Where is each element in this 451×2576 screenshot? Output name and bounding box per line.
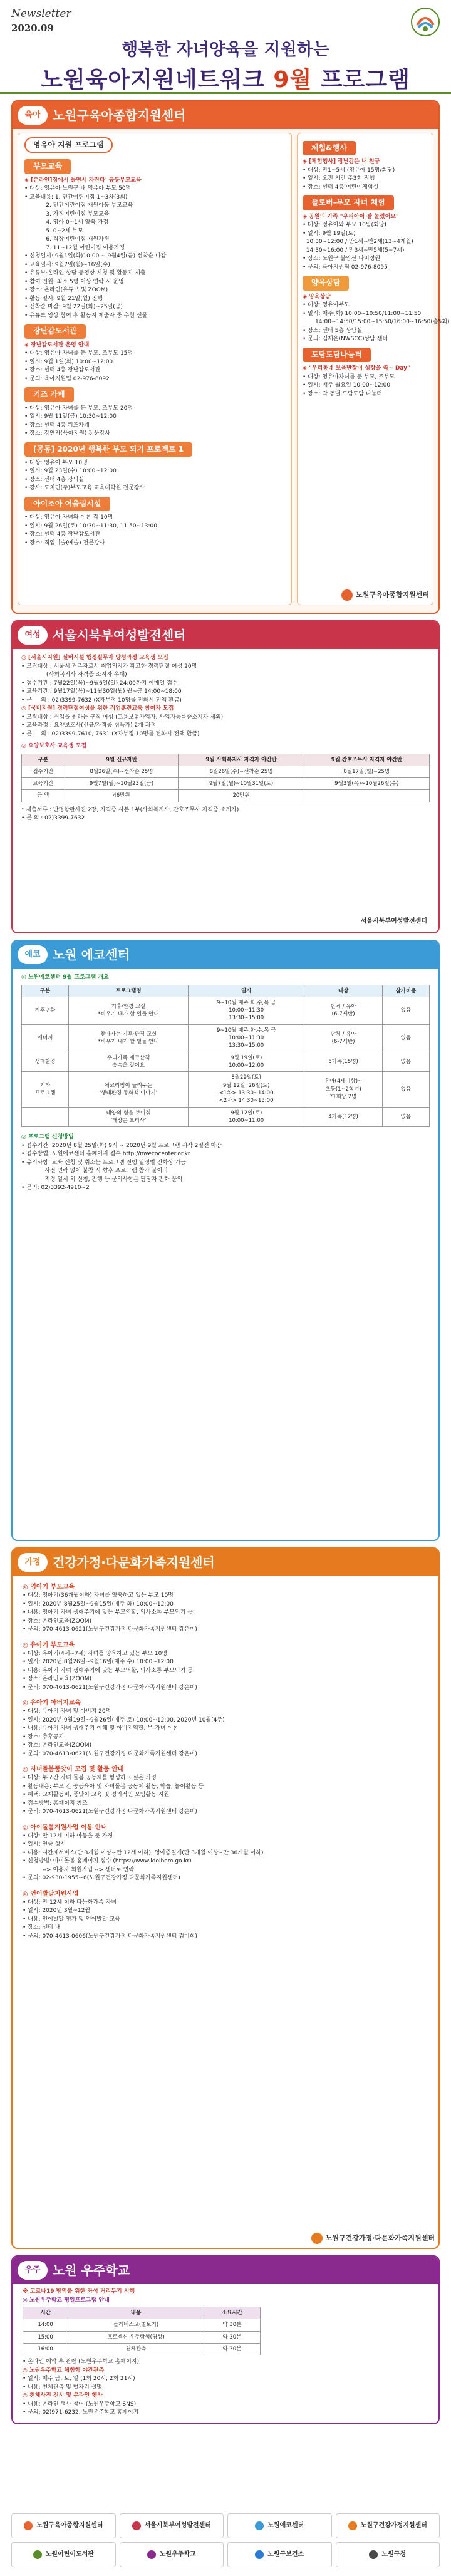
table-cell: 접수기간 (22, 766, 65, 777)
info-line: • 문의: 070-4613-0621(노원구건강가정·다문화가족지원센터 강은미) (23, 1684, 197, 1691)
header (0, 0, 451, 94)
info-line: 14:30~16:00 / 만3세~만5세(5~7세) (303, 247, 405, 254)
info-line: • 내용: 온라인 행사 참여 (노원우주학교 SNS) (23, 2401, 137, 2407)
info-line: • 대상: 영유아 자녀와 어른 각 10명 (24, 514, 113, 521)
section-body (13, 1576, 438, 1946)
info-line: • 문 의 : 02)3399-7610, 7631 (X자부정 10명를 전화시 전액 환급) (21, 730, 200, 737)
logo-icon (33, 2550, 42, 2559)
newsletter-label: Newsletter (11, 8, 71, 20)
table-header-cell: 구분 (22, 985, 69, 997)
section-title: 서울시북부여성발전센터 (53, 627, 186, 643)
table-cell (304, 790, 429, 802)
info-line: • 선착순 마감: 9월 22일(화)~25일(금) (24, 304, 123, 311)
table-cell: 8월17일(월)~25명 (304, 766, 429, 777)
table-cell: 14:00 (23, 2319, 68, 2331)
info-line: • 장소: 온라인교육(ZOOM) (23, 1618, 92, 1624)
section-tag: 우주 (18, 2261, 48, 2280)
section-body (13, 129, 450, 609)
footer-logo[interactable] (336, 2542, 440, 2567)
info-line: 사전 연락 없이 불참 시 향후 프로그램 참가 불이익 (21, 1168, 168, 1175)
seoul-women-center-logo: 서울시북부여성발전센터 (360, 917, 427, 925)
info-line: • 장소: 센터 4층 강의실 (24, 476, 85, 483)
footer-logo-text: 노원우주학교 (159, 2550, 196, 2558)
parents-education-list (24, 177, 285, 321)
info-line: • 일시: 9월 11일(금) 10:30~12:00 (24, 413, 117, 420)
info-line: • 온라인 예약 후 관람 (노원우주학교 홈페이지) (23, 2359, 139, 2366)
info-line: • 일시: 연중 상시 (23, 1841, 66, 1847)
table-header-cell: 9월 신규자반 (65, 754, 179, 766)
info-line: • 대상: 영유아 자녀를 둔 부모, 조부모 15명 (24, 350, 133, 357)
table-cell: 9월7일(월)~10월23일(금) (65, 778, 179, 790)
info-line: • 교육내용: 1. 민간어린이집 1~3차(3회) (24, 194, 128, 200)
footer-logos (11, 2513, 440, 2567)
table-cell: 천체관측 (68, 2343, 204, 2355)
info-line: --> 이용자 회원가입 --> 센터로 연락 (23, 1866, 135, 1873)
kids-cafe-list (24, 405, 285, 439)
info-line: ◈ [온라인]집에서 놀면서 자란다' 공동부모교육 (24, 177, 142, 184)
section-body (13, 969, 438, 1198)
footer-logo[interactable] (11, 2513, 116, 2538)
info-line: • 장소: 강연자(육아지원) 전문강사 (24, 430, 110, 437)
info-line: • 내용: 영아기 자녀 생애주기에 맞는 부모역할, 의사소통 부모되기 등 (23, 1609, 193, 1616)
table-cell: 유아(4세이상)~ 초등(1~2학년) *1회당 2명 (304, 1072, 382, 1107)
kids-cafe-title: 키즈 카페 (24, 387, 74, 402)
footer-logo[interactable] (227, 2513, 332, 2538)
table-header-cell: 9월 간호조무사 자격자 야간반 (304, 754, 429, 766)
table-row (22, 1024, 430, 1052)
title-month: 9월 (273, 66, 313, 93)
section-tag: 가정 (18, 1553, 48, 1572)
online-project-title: [공동] 2020년 행복한 부모 되기 프로젝트 1 (24, 442, 192, 457)
info-line: 5. 0~2세 부모 (24, 227, 83, 234)
section-tag: 에코 (18, 945, 48, 964)
title-end: 프로그램 (312, 66, 410, 93)
info-line: • 유의사항: 교육 신청 및 취소는 프로그램 진행 일정별 전화상 가능 (21, 1159, 186, 1166)
table-cell: 8월26일(수)~선착순 25명 (179, 766, 304, 777)
info-line: • 대상: 부모간 자녀 돌봄 공동체를 형성하고 싶은 가정 (23, 1775, 157, 1781)
table-cell: 플라네스고(별보기) (68, 2319, 204, 2331)
table-cell: 46만원 (65, 790, 179, 802)
info-line: • 장소: 각 동별 도담도담 나눔터 (303, 390, 382, 397)
info-line: • 문의: 070-4613-0621(노원구건강가정·다문화가족지원센터 강은미) (23, 1626, 197, 1633)
page-title (11, 64, 440, 96)
info-line: • 활동내용: 부모 간 공동육아 및 자녀돌봄 공동체 활동, 학습, 놀이활동 등 (23, 1783, 204, 1790)
info-line: • 장소: 노원구 불암산 나비정원 (303, 256, 381, 262)
info-line: 지정 일시 외 신청, 진행 등 문의사항은 담당자 전화 문의 (21, 1176, 183, 1183)
apply-title: ◎ 프로그램 신청방법 (21, 1134, 74, 1141)
center-logo-icon (341, 589, 353, 601)
footer-logo[interactable] (336, 2513, 440, 2538)
section-space-school (11, 2255, 440, 2424)
book-share-title: 도담도담나눔터 (303, 348, 371, 362)
info-line: • 신청방법: 아이돌봄 홈페이지 접수 (https://www.idolbom.go.kr) (23, 1858, 192, 1864)
section-title: 노원구육아종합지원센터 (53, 107, 186, 123)
section-tag: 육아 (18, 106, 48, 125)
info-line: ◈ 양육상담 (303, 293, 331, 300)
info-line: • 문의: 02-930-1955~6(노원구건강가정·다문화가족지원센터) (23, 1875, 180, 1881)
recruit-list (21, 654, 430, 739)
info-line: • 내용: 유아기 자녀 생애주기 이해 및 아버지역할, 부-자녀 이론 (23, 1725, 179, 1732)
program-block-title: ◎ 유아기 부모교육 (23, 1641, 75, 1649)
program-block-title: ◎ 아이돌봄지원사업 이용 안내 (23, 1824, 108, 1831)
toy-library-list (24, 341, 285, 384)
info-line: • 일시: 9월 1일(화) 10:00~12:00 (24, 358, 113, 365)
class-list (24, 514, 285, 548)
logo-icon (255, 2521, 264, 2530)
info-line: • 내용: 천체관측 및 별자리 설명 (23, 2384, 102, 2391)
table-cell: 태양의 힘을 보여줘 '태양은 요리사' (69, 1107, 189, 1127)
table-note: * 제출서류 : 반명함판사진 2장, 자격증 사본 1부(사회복지사, 간호조무사 자격증 소지자) (21, 806, 239, 813)
table-row (23, 2331, 261, 2343)
info-line: • 문 의 : 02)3399-7632 (X자부정 10명를 전화시 전액 환급) (21, 697, 182, 704)
title-main: 노원육아지원네트워크 (41, 66, 274, 93)
footer-logo[interactable] (11, 2542, 116, 2567)
table-cell: 15:00 (23, 2331, 68, 2343)
section-eco-center (11, 940, 440, 1541)
care-worker-table (21, 754, 430, 802)
section-childcare-center (11, 100, 450, 614)
info-line: • 대상: 영유아자녀를 둔 부모, 조부모 (303, 373, 395, 380)
table-row (22, 766, 430, 777)
info-line: • 문의: 02)3392-4910~2 (21, 1185, 90, 1192)
table-cell: 찾아가는 기후·환경 교실 *비우기 내가 할 일들 안내 (69, 1024, 189, 1052)
table-header-cell: 구분 (22, 754, 65, 766)
info-line: • 일시: 매주(화) 10:00~10:50/11:00~11:50 (303, 310, 422, 317)
footer-logo-text: 노원구건강가정지원센터 (360, 2521, 427, 2529)
table-cell: 우리가족 에코산책 숲속을 걸어요 (69, 1052, 189, 1072)
info-line: • 일시: 9월 26일(토) 10:30~11:30, 11:50~13:00 (24, 522, 158, 529)
info-line: • 문의: 070-4613-0606(노원구건강가정·다문화가족지원센터 김미희) (23, 1933, 197, 1940)
table-cell: 금 액 (22, 790, 65, 802)
experience-list (303, 158, 428, 192)
table-cell: 없음 (382, 997, 429, 1024)
play-list (303, 213, 428, 273)
table-cell: 프로젝션 우주탐험(영상) (68, 2331, 204, 2343)
notice-line: ※ 코로나19 방역을 위한 좌석 거리두기 시행 (23, 2288, 135, 2295)
program-block-title: ◎ 유아기 아버지교육 (23, 1700, 81, 1706)
info-line: • 접수기간 : 7월22일(목)~9월6일(일) 24:00까지 이메일 접수 (21, 680, 178, 687)
table-cell: 약 30분 (204, 2331, 260, 2343)
table-cell: 없음 (382, 1024, 429, 1052)
table-header-row (22, 985, 430, 997)
consult-list (303, 293, 450, 344)
info-line: • 문의: 02)971-6232, 노원우주학교 홈페이지 (23, 2409, 139, 2416)
table-caption: ◎ 노원에코센터 9월 프로그램 개요 (21, 974, 109, 980)
program-block-title: ◎ 영아기 부모교육 (23, 1584, 75, 1591)
info-line: • 일시: 오전 시간 주3회 진행 (303, 175, 375, 182)
info-line: • 유튜브 영상 참여 후 활동지 제출자 중 추첨 선물 (24, 312, 148, 319)
info-line: • 대상: 영유아 노원구 내 영유아 부모 50명 (24, 185, 132, 192)
info-line: • 교육기간 : 9월17일(목)~11월30일(월) 월~금 14:00~18:00 (21, 688, 182, 695)
table-body (22, 766, 430, 802)
table-row (22, 778, 430, 790)
section-women-center (11, 620, 440, 933)
logo-icon (132, 2521, 141, 2530)
info-line: • 장소: 센터 4층 어린이체험실 (303, 184, 379, 190)
info-line: • 신청일시: 9월1일(화)10:00 ~ 9월4일(금) 선착순 마감 (24, 253, 167, 260)
info-line: • 활동 일시: 9월 21일(월) 진행 (24, 295, 103, 302)
info-line: • 일시: 9월 19일(토) (303, 230, 356, 237)
info-line: ◎ 천체사진 전시 및 온라인 행사 (23, 2392, 103, 2399)
table-row (23, 2319, 261, 2331)
table-cell: 단체 / 유아 (6-7세반) (304, 997, 382, 1024)
info-line: • 일시: 2020년 8월25일~9월15일(매주 화) 10:00~12:00 (23, 1601, 174, 1607)
table-cell: 약 30분 (204, 2343, 260, 2355)
section-header (13, 1549, 438, 1576)
info-line: • 일시: 매주 금, 토, 일 (1회 20시, 2회 21시) (23, 2376, 135, 2382)
class-title: 아이조아 어울림시설 (24, 497, 110, 511)
table-row (22, 790, 430, 802)
table-header-row (23, 2307, 261, 2319)
info-line: ◈ 장난감도서관 운영 안내 (24, 341, 90, 348)
info-line: ◎ 노원우주학교 체험학 야간관측 (23, 2367, 105, 2374)
info-line: • 대상: 영유아 자녀를 둔 부모, 조부모 20명 (24, 405, 133, 412)
table-header-row (22, 754, 430, 766)
info-line: • 대상: 유아기(4세~7세) 자녀를 양육하고 있는 부모 10명 (23, 1650, 168, 1657)
right-column (297, 133, 450, 605)
table-cell: 9~10월 매주 화,수,목 금 10:00~11:30 13:30~15:00 (188, 1024, 304, 1052)
section-family-center (11, 1547, 440, 2249)
table-header-cell: 대상 (304, 985, 382, 997)
table-cell: 9월7일(월)~10월31일(토) (179, 778, 304, 790)
logo-icon (24, 2521, 33, 2530)
info-line: 14:00~14:50/15:00~15:50/16:00~16:50(총5회) (303, 319, 450, 326)
info-line: • 대상: 만 12세 이하 다문화가족 자녀 (23, 1899, 117, 1906)
section-header (13, 2257, 438, 2284)
table-cell: 기후변화 (22, 997, 69, 1024)
apply-list (21, 1142, 430, 1193)
info-line: ◎ [서울시지원] 실버시설 행정실무자 양성과정 교육생 모집 (21, 655, 168, 661)
info-line: • 문의: 070-4613-0621(노원구건강가정·다문화가족지원센터 강은미) (23, 1809, 197, 1815)
table-cell: 5가족(15명) (304, 1052, 382, 1072)
info-line: 2. 민간어린이집 재원아동 부모교육 (24, 202, 133, 209)
table-cell: 9월 19일(토) 10:00~12:00 (188, 1052, 304, 1072)
table-row (22, 1072, 430, 1107)
family-center-logo-icon (311, 2233, 323, 2244)
info-line: • 교육과정 : 요양보호사(신규/자격증 취득자) 2개 과정 (21, 722, 157, 729)
info-line: 4. 영아 0~1세 양육 가정 (24, 219, 109, 226)
info-line: • 대상: 영아기(36개월이하) 자녀를 양육하고 있는 부모 10명 (23, 1592, 174, 1599)
table-cell: 9월3일(목)~10월26일(수) (304, 778, 429, 790)
family-center-logo-text: 노원구건강가정·다문화가족지원센터 (325, 2234, 435, 2243)
table-cell: 교육기간 (22, 778, 65, 790)
info-line: • 접수방법: 노원에코센터 홈페이지 접수 http://nwecocenter.or.kr (21, 1151, 190, 1158)
info-line: • 대상: 만 12세 이하 아동을 둔 가정 (23, 1832, 113, 1839)
table-cell: 없음 (382, 1052, 429, 1072)
footer-logo-text: 서울시북부여성발전센터 (144, 2521, 211, 2529)
info-line: • 모집대상 : 취업을 원하는 구직 여성 (고용보험가입자, 사업자등록증소지자 제외) (21, 714, 224, 720)
table-cell: 9월 12일(토) 10:00~11:00 (188, 1107, 304, 1127)
table-cell: 16:00 (23, 2343, 68, 2355)
logo-icon (147, 2550, 156, 2559)
info-line: • 장소: 센터 4층 장난감도서관 (24, 367, 101, 374)
info-line: • 문의: 070-4613-0621(노원구건강가정·다문화가족지원센터 강은미) (23, 1750, 197, 1757)
table-header-cell: 내용 (68, 2307, 204, 2319)
footer-logo[interactable] (227, 2542, 332, 2567)
info-line: • 장소: 온라인교육(ZOOM) (23, 1742, 92, 1748)
info-line: • 대상: 만1~5세 (영유아 15명/회당) (303, 167, 395, 174)
toy-library-title: 장난감도서관 (24, 324, 86, 338)
info-line: • 대상: 유아기 자녀 및 아버지 20명 (23, 1708, 111, 1715)
table-cell: 9~10월 매주 화,수,목 금 10:00~11:30 13:30~15:00 (188, 997, 304, 1024)
table-header-cell: 9월 사회복지사 자격자 야간반 (179, 754, 304, 766)
section-body (13, 2284, 438, 2421)
info-line: • 장소: 센터 4층 키즈카페 (24, 422, 90, 428)
table-cell: 에너지 (22, 1024, 69, 1052)
info-line: • 접수기간: 2020년 8월 25일(화) 9시 ~ 2020년 9월 프로그램 시작 2일전 마감 (21, 1142, 222, 1149)
info-line: • 내용: 언어발달 평가 및 언어발달 교육 (23, 1916, 120, 1923)
logo-icon (369, 2550, 378, 2559)
footer-logo[interactable] (120, 2542, 224, 2567)
section-header (13, 941, 438, 969)
info-line: • 장소: 온라인교육(ZOOM) (23, 1676, 92, 1682)
consult-title: 양육상담 (303, 276, 349, 290)
section-title: 노원 에코센터 (53, 947, 130, 962)
table-header-cell: 시간 (23, 2307, 68, 2319)
left-column (18, 133, 292, 605)
table-row (22, 997, 430, 1024)
program-block-title: ◎ 자녀돌봄품앗이 모집 및 활동 안내 (23, 1766, 124, 1773)
table-body (22, 997, 430, 1126)
table-cell: 단체 / 유아 (6-7세반) (304, 1024, 382, 1052)
eco-program-table (21, 985, 430, 1128)
table-body (23, 2319, 261, 2355)
table-header-cell: 참가비용 (382, 985, 429, 997)
header-subtitle: 행복한 자녀양육을 지원하는 (122, 40, 329, 60)
experience-title: 체험&행사 (303, 141, 356, 155)
table-cell: 에코리빙이 들려주는 '생태환경 동화책 이야기' (69, 1072, 189, 1107)
info-line: • 장소: 직업미술(예술) 전문강사 (24, 539, 105, 546)
logo-icon (255, 2550, 264, 2559)
newsletter-date: 2020.09 (11, 22, 54, 34)
section-title: 노원 우주학교 (53, 2262, 130, 2278)
info-line: • 모집대상 : 서울시 거주자로서 취업의지가 확고한 경력단절 여성 20명 (21, 663, 197, 670)
info-line: • 장소: 센터 내 (23, 1924, 61, 1931)
table-cell: 생태환경 (22, 1052, 69, 1072)
nowon-logo-icon (410, 6, 441, 38)
info-line: 3. 가정어린이집 부모교육 (24, 210, 110, 217)
table-header-cell: 소요시간 (204, 2307, 260, 2319)
info-line: • 문의: 육아지원팀 02-976-8092 (24, 375, 110, 382)
table-cell: 20만원 (179, 790, 304, 802)
info-line: • 접수방법: 홈페이지 참조 (23, 1800, 88, 1807)
info-line: • 장소: 추후공지 (23, 1733, 65, 1740)
table-caption: ◎ 노원우주학교 평일프로그램 안내 (23, 2297, 110, 2303)
info-line: • 일시: 2020년 8월26일~9월16일(매주 수) 10:00~12:00 (23, 1659, 174, 1665)
info-line: • 장소: 온라인(유튜브 및 ZOOM) (24, 287, 108, 294)
table-cell: 기타 프로그램 (22, 1072, 69, 1107)
footer-logo-text: 노원에코센터 (267, 2521, 304, 2529)
logo-icon (348, 2521, 357, 2530)
table-title: ◎ 요양보호사 교육생 모집 (21, 743, 87, 749)
info-line: • 장소: 센터 4층 장난감도서관 (24, 531, 101, 538)
section-header (13, 101, 438, 129)
info-line: 10:30~12:00 / 만1세~만2세(13~4개월) (303, 239, 413, 246)
info-line: • 일시: 9월 23일(수) 10:00~12:00 (24, 468, 117, 475)
center-logo-text: 노원구육아종합지원센터 (356, 591, 429, 600)
book-share-list (303, 365, 428, 398)
info-line: • 문의: 육아지원팀 02-976-8095 (303, 264, 388, 271)
center-logo (341, 589, 429, 601)
table-cell: 8월26일(수)~선착순 25명 (65, 766, 179, 777)
table-cell (22, 1107, 69, 1127)
info-line: • 문의: 김재은(NWSCC)상담 센터 (303, 336, 388, 343)
online-project-list (24, 459, 285, 493)
table-row (22, 1107, 430, 1127)
info-line: • 일시: 2020년 3월~12월 (23, 1908, 91, 1914)
table-cell: 8월29일(토) 9월 12일, 26일(토) <1차> 13:30~14:00 <2차> 14:30~15:00 (188, 1072, 304, 1107)
program-label: 영유아 지원 프로그램 (24, 137, 113, 153)
program-block-title: ◎ 언어발달지원사업 (23, 1890, 79, 1898)
info-line: • 일시: 2020년 9월19일~9월26일(매주 토) 10:00~12:00, 2020년 10월(4주) (23, 1716, 225, 1723)
contact-line: • 문 의 : 02)3399-7632 (21, 815, 85, 822)
footer-logo-text: 노원구청 (381, 2550, 407, 2558)
info-line: • 강사: 도치민(주)부모교육 교육대학원 전문강사 (24, 485, 145, 492)
info-line: • 장소: 센터 5층 상담실 (303, 327, 363, 334)
section-tag: 여성 (18, 626, 48, 645)
table-cell: 없음 (382, 1072, 429, 1107)
section-title: 건강가정·다문화가족지원센터 (53, 1554, 215, 1570)
info-line: • 참여 인원: 최소 5명 이상 연락 시 운영 (24, 278, 124, 285)
info-line: • 내용: 시간제서비스(만 3개월 이상~만 12세 이하), 영아종일제(만 3개월 이상~만 36개월 이하) (23, 1849, 264, 1856)
table-row (22, 1052, 430, 1072)
info-line: • 일시: 매주 월요일 10:00~12:00 (303, 382, 391, 389)
info-line: • 대상: 영유아 부모 10명 (24, 459, 88, 466)
space-info-list (23, 2358, 428, 2418)
table-header-cell: 일시 (188, 985, 304, 997)
space-program-table (23, 2307, 261, 2355)
info-line: • 혜택: 교재활동비, 품앗이 교육 및 정기적인 모임활동 지원 (23, 1792, 170, 1798)
info-line: ◈ "우리동네 보육반장이 성장을 쭉~ Day" (303, 365, 410, 372)
info-line: ◈ 공원의 가족 "우리아이 잘 놀렸어요" (303, 213, 399, 220)
table-row (23, 2343, 261, 2355)
table-header-cell: 프로그램명 (69, 985, 189, 997)
info-line: ◎ [국비지원] 경력단절여성을 위한 직업훈련교육 참여자 모집 (21, 705, 174, 712)
info-line: • 유튜브·온라인 상담 동영상 시청 및 활동지 제출 (24, 270, 146, 277)
info-line: ◈ [체험행사] 장난감은 내 친구 (303, 158, 380, 165)
info-line: • 대상: 영유아와 부모 10팀(회당) (303, 222, 386, 229)
info-line: • 교육일시: 9월7일(월)~16일(수) (24, 261, 110, 268)
footer-logo-text: 노원구육아종합지원센터 (36, 2521, 103, 2529)
info-line: • 대상: 영유아부모 (303, 302, 350, 309)
table-cell: 약 30분 (204, 2319, 260, 2331)
info-line: (사회복지사 자격증 소지자 우대) (21, 672, 127, 678)
footer-logo-text: 노원어린이도서관 (45, 2550, 94, 2558)
table-cell: 기후·환경 교실 *비우기 내가 할 일들 안내 (69, 997, 189, 1024)
section-body (13, 649, 438, 828)
footer-logo[interactable] (120, 2513, 224, 2538)
section-header (13, 621, 438, 649)
family-center-logo (311, 2233, 435, 2244)
info-line: 7. 11~12월 어린이집 이용가정 (24, 244, 125, 251)
footer-logo-text: 노원구보건소 (267, 2550, 304, 2558)
info-line: • 내용: 유아기 자녀 생애주기에 맞는 부모역할, 의사소통 부모되기 등 (23, 1667, 193, 1674)
parents-education-title: 부모교육 (24, 159, 71, 174)
info-line: 6. 직장어린이집 재원가정 (24, 236, 110, 243)
table-cell: 4가족(12명) (304, 1107, 382, 1127)
play-title: 플로버-부모 자녀 체험 (303, 195, 394, 210)
table-cell: 없음 (382, 1107, 429, 1127)
